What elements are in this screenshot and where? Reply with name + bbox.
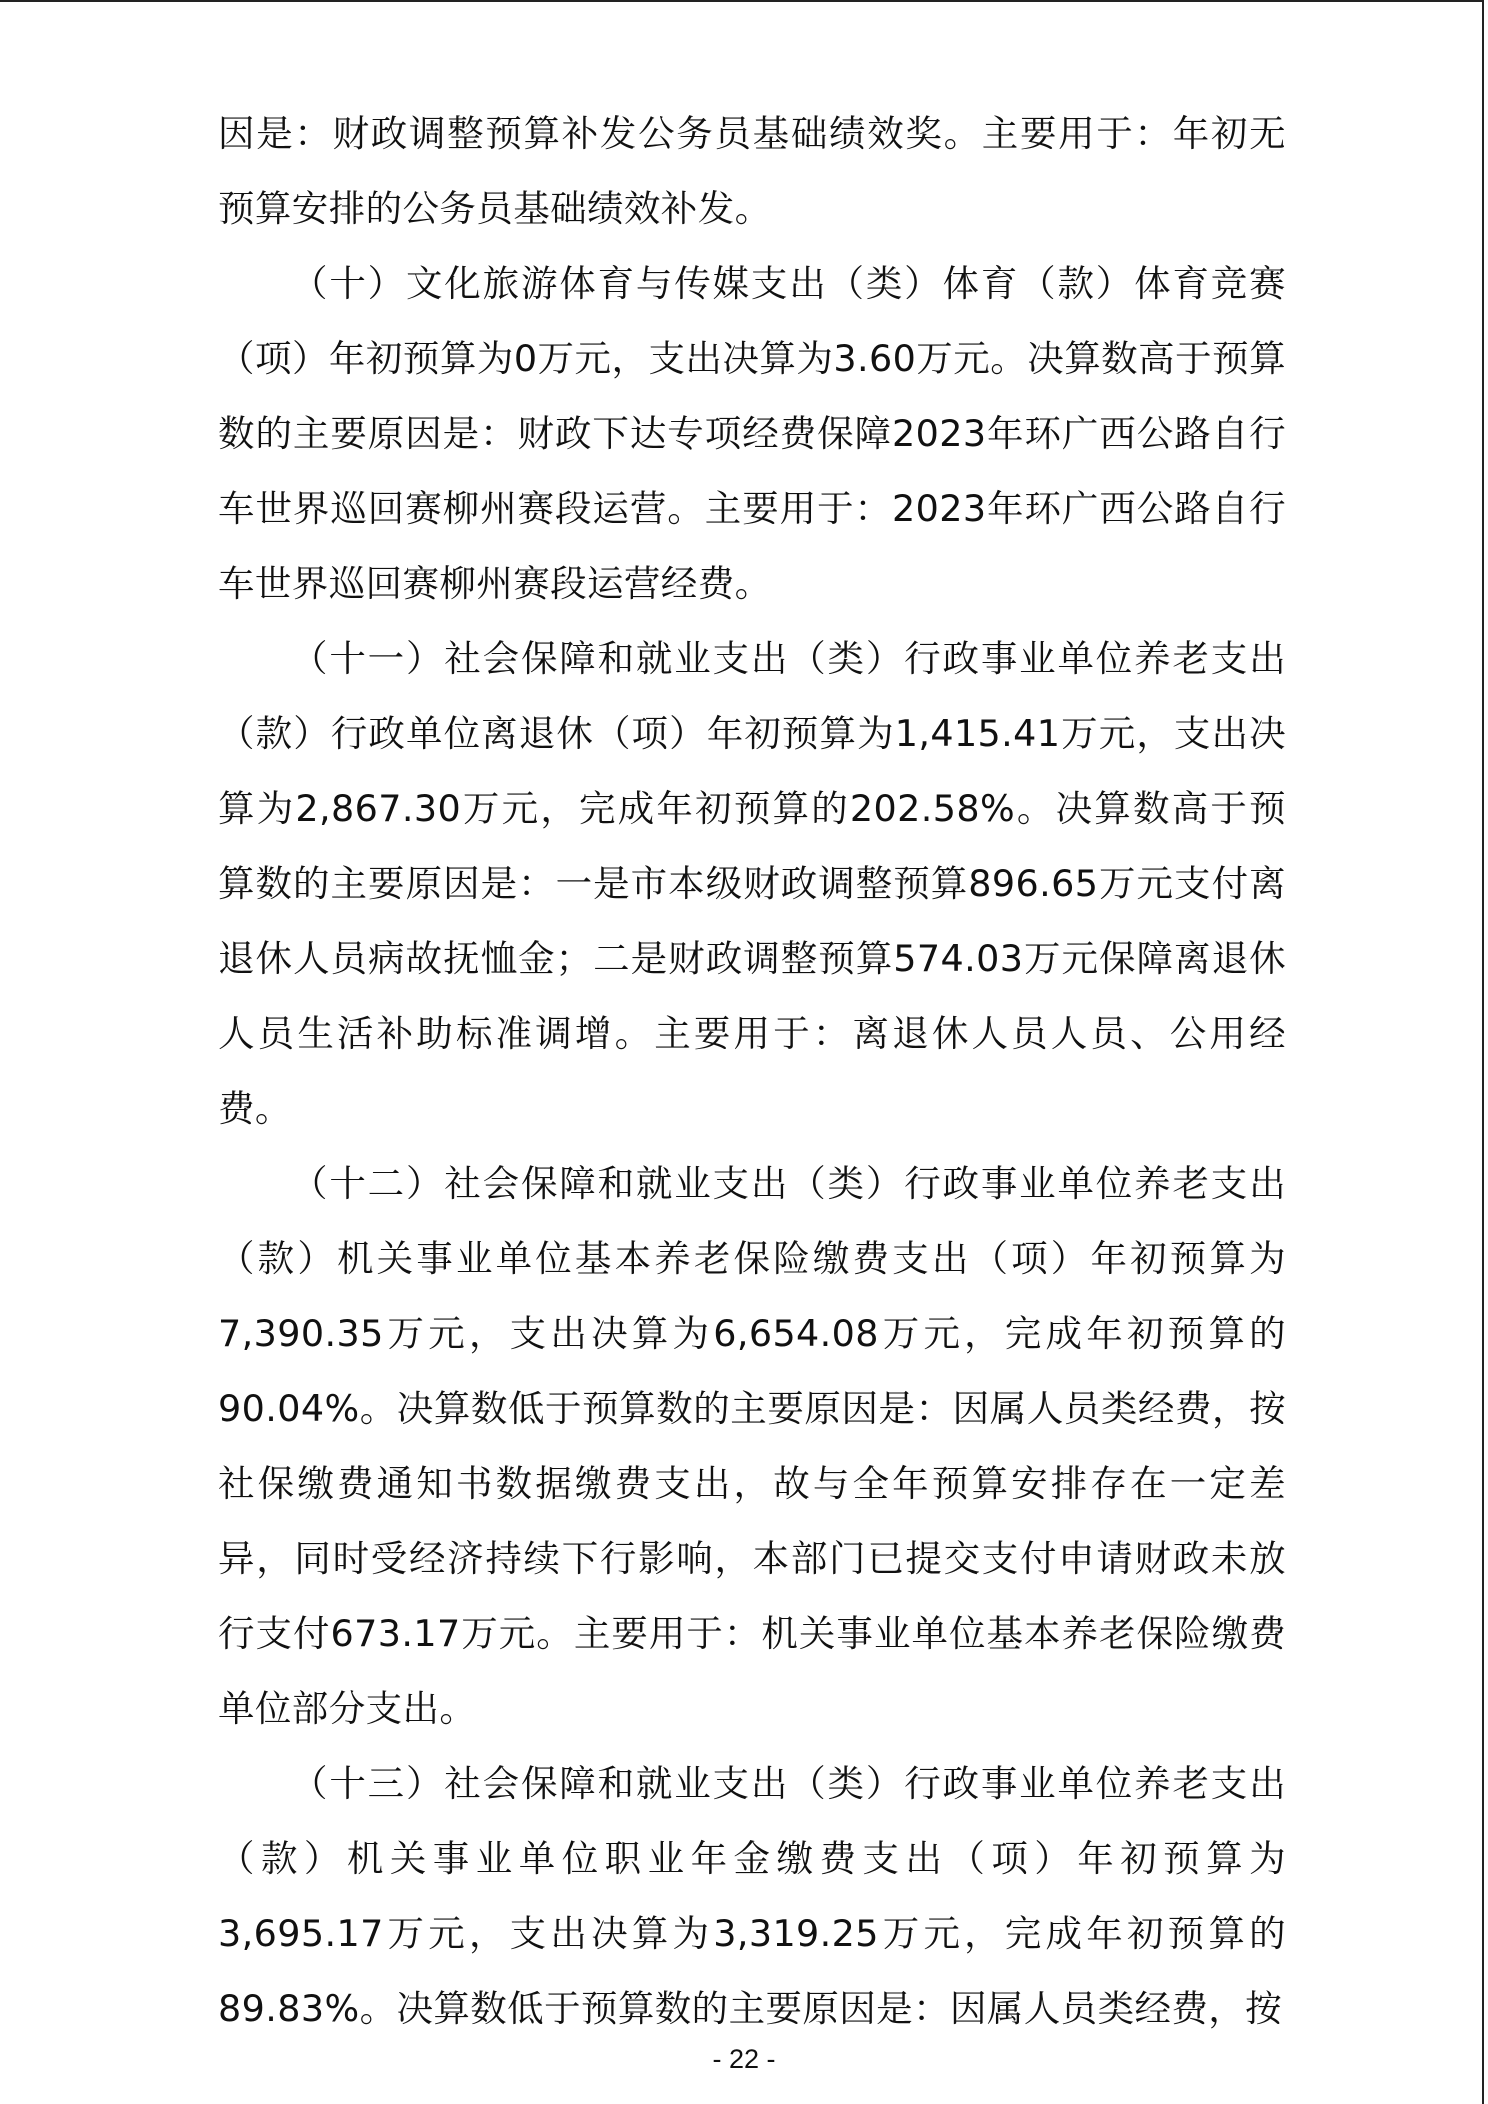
paragraph-item-11: （十一）社会保障和就业支出（类）行政事业单位养老支出（款）行政单位离退休（项）年初预算为1,415.41万元，支出决算为2,867.30万元，完成年初预算的202.58%。决算数高于预算数的主要原因是：一是市本级财政调整预算896.65万元支付离退休人员病故抚恤金；二是财政调整预算574.03万元保障离退休人员生活补助标准调增。主要用于：离退休人员人员、公用经费。	[218, 637, 1286, 1130]
paragraph-item-10: （十）文化旅游体育与传媒支出（类）体育（款）体育竞赛（项）年初预算为0万元，支出决算为3.60万元。决算数高于预算数的主要原因是：财政下达专项经费保障2023年环广西公路自行车世界巡回赛柳州赛段运营。主要用于：2023年环广西公路自行车世界巡回赛柳州赛段运营经费。	[218, 262, 1286, 605]
document-body	[218, 96, 1286, 2046]
paragraph-item-12: （十二）社会保障和就业支出（类）行政事业单位养老支出（款）机关事业单位基本养老保险缴费支出（项）年初预算为7,390.35万元，支出决算为6,654.08万元，完成年初预算的90.04%。决算数低于预算数的主要原因是：因属人员类经费，按社保缴费通知书数据缴费支出，故与全年预算安排存在一定差异，同时受经济持续下行影响，本部门已提交支付申请财政未放行支付673.17万元。主要用于：机关事业单位基本养老保险缴费单位部分支出。	[218, 1162, 1286, 1730]
paragraph-continuation: 因是：财政调整预算补发公务员基础绩效奖。主要用于：年初无预算安排的公务员基础绩效补发。	[218, 112, 1286, 230]
page-number: - 22 -	[712, 2044, 776, 2074]
paragraph-item-13: （十三）社会保障和就业支出（类）行政事业单位养老支出（款）机关事业单位职业年金缴费支出（项）年初预算为3,695.17万元，支出决算为3,319.25万元，完成年初预算的89.83%。决算数低于预算数的主要原因是：因属人员类经费，按	[218, 1762, 1286, 2030]
